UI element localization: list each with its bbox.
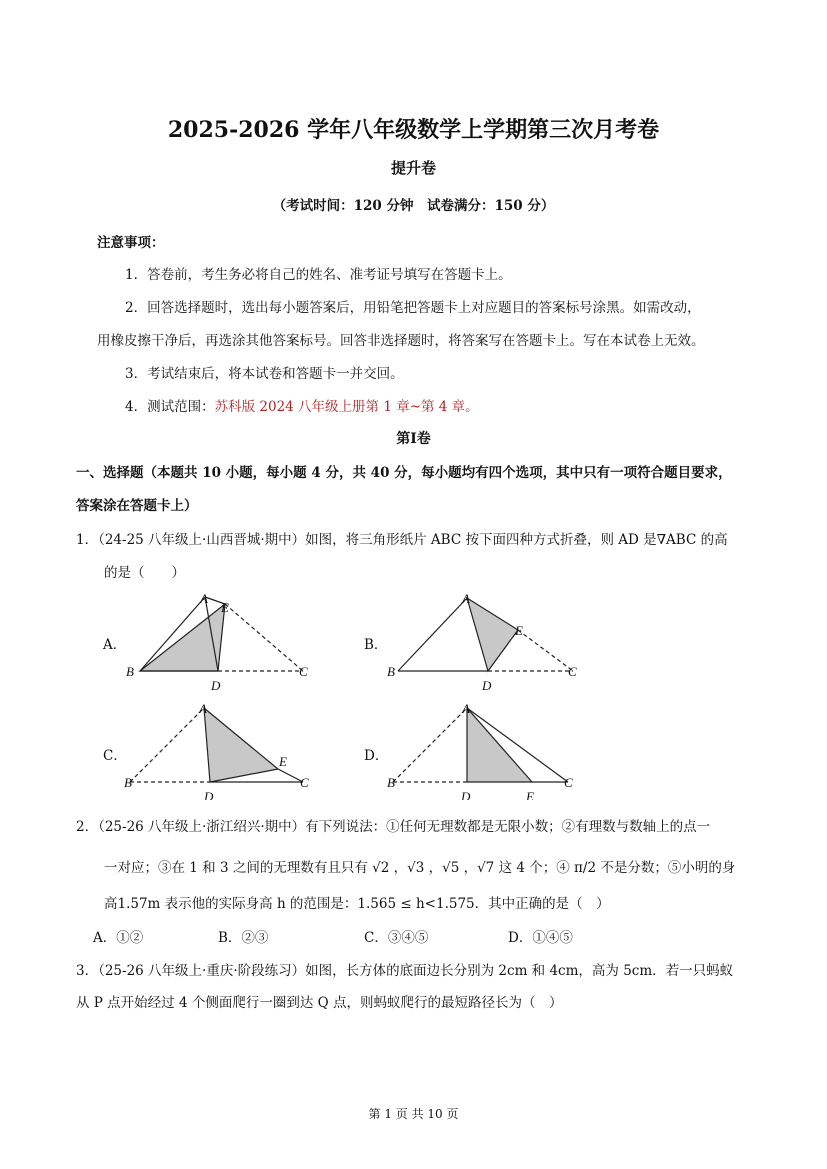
- q2-stem-cont2: 高1.57m 表示他的实际身高 h 的范围是：1.565 ≤ h<1.575．其中正确的是（ ）: [104, 896, 610, 912]
- svg-text:C: C: [564, 775, 573, 790]
- q1-stem: 1．（24-25 八年级上·山西晋城·期中）如图，将三角形纸片 ABC 按下面四种方式折叠，则 AD 是∇ABC 的高: [76, 532, 728, 548]
- svg-text:D: D: [482, 678, 492, 693]
- svg-text:D: D: [211, 678, 221, 693]
- q2-stem-cont: 一对应；③在 1 和 3 之间的无理数有且只有 √2 ，√3 ，√5 ，√7 这 4 个；④ π/2 不是分数；⑤小明的身: [104, 860, 736, 876]
- svg-text:B: B: [126, 664, 134, 679]
- note-1: 1．答卷前，考生务必将自己的姓名、准考证号填写在答题卡上。: [125, 267, 512, 283]
- svg-text:E: E: [526, 789, 534, 800]
- figure-d: [393, 708, 568, 782]
- note-3: 3．考试结束后，将本试卷和答题卡一并交回。: [125, 366, 404, 382]
- figure-b: [398, 598, 573, 671]
- note-2-cont: 用橡皮擦干净后，再选涂其他答案标号。回答非选择题时，将答案写在答题卡上。写在本试卷上无效。: [97, 333, 705, 349]
- svg-text:C: C: [299, 664, 308, 679]
- section-heading: 一、选择题（本题共 10 小题，每小题 4 分，共 40 分，每小题均有四个选项，其中只有一项符合题目要求，: [76, 465, 732, 481]
- svg-text:C: C: [568, 664, 577, 679]
- svg-text:A: A: [462, 591, 470, 606]
- svg-text:E: E: [221, 600, 229, 615]
- page-footer: 第 1 页 共 10 页: [368, 1107, 459, 1121]
- q2-option-a: A．①②: [93, 930, 144, 946]
- svg-text:B: B: [387, 775, 395, 790]
- svg-text:E: E: [515, 623, 523, 638]
- q2-option-c: C．③④⑤: [364, 930, 429, 946]
- svg-text:E: E: [279, 754, 287, 769]
- subtitle: 提升卷: [390, 159, 436, 177]
- volume-heading: 第Ⅰ卷: [396, 431, 431, 447]
- q1-option-a: A．: [103, 637, 127, 653]
- exam-info: （考试时间：120 分钟 试卷满分：150 分）: [272, 198, 555, 214]
- svg-text:D: D: [204, 789, 214, 800]
- svg-text:A: A: [462, 701, 470, 716]
- svg-text:B: B: [387, 664, 395, 679]
- figure-c: [130, 708, 303, 782]
- page-title: 2025-2026 学年八年级数学上学期第三次月考卷: [167, 117, 660, 143]
- note-4-prefix: 4．测试范围：: [125, 399, 215, 415]
- q3-stem: 3．（25-26 八年级上·重庆·阶段练习）如图，长方体的底面边长分别为 2cm 和 4cm，高为 5cm．若一只蚂蚁: [76, 963, 734, 979]
- svg-text:B: B: [124, 775, 132, 790]
- q3-stem-cont: 从 P 点开始经过 4 个侧面爬行一圈到达 Q 点，则蚂蚁爬行的最短路径长为（ ）: [76, 995, 563, 1011]
- q2-stem: 2．（25-26 八年级上·浙江绍兴·期中）有下列说法：①任何无理数都是无限小数；②有理数与数轴上的点一: [76, 819, 711, 835]
- q1-option-d: D．: [364, 748, 389, 764]
- q2-option-b: B．②③: [218, 930, 269, 946]
- notes-heading: 注意事项：: [97, 235, 165, 251]
- q1-option-c: C．: [103, 748, 127, 764]
- section-heading-cont: 答案涂在答题卡上）: [76, 498, 198, 514]
- q1-stem-cont: 的是（ ）: [104, 565, 185, 581]
- svg-text:D: D: [461, 789, 471, 800]
- svg-text:A: A: [199, 701, 207, 716]
- svg-text:A: A: [200, 591, 208, 606]
- test-scope: 苏科版 2024 八年级上册第 1 章~第 4 章。: [214, 399, 479, 415]
- svg-text:C: C: [300, 775, 309, 790]
- note-2: 2．回答选择题时，选出每小题答案后，用铅笔把答题卡上对应题目的答案标号涂黑。如需改动，: [125, 300, 701, 316]
- q1-option-b: B．: [364, 637, 388, 653]
- q2-option-d: D．①④⑤: [508, 930, 573, 946]
